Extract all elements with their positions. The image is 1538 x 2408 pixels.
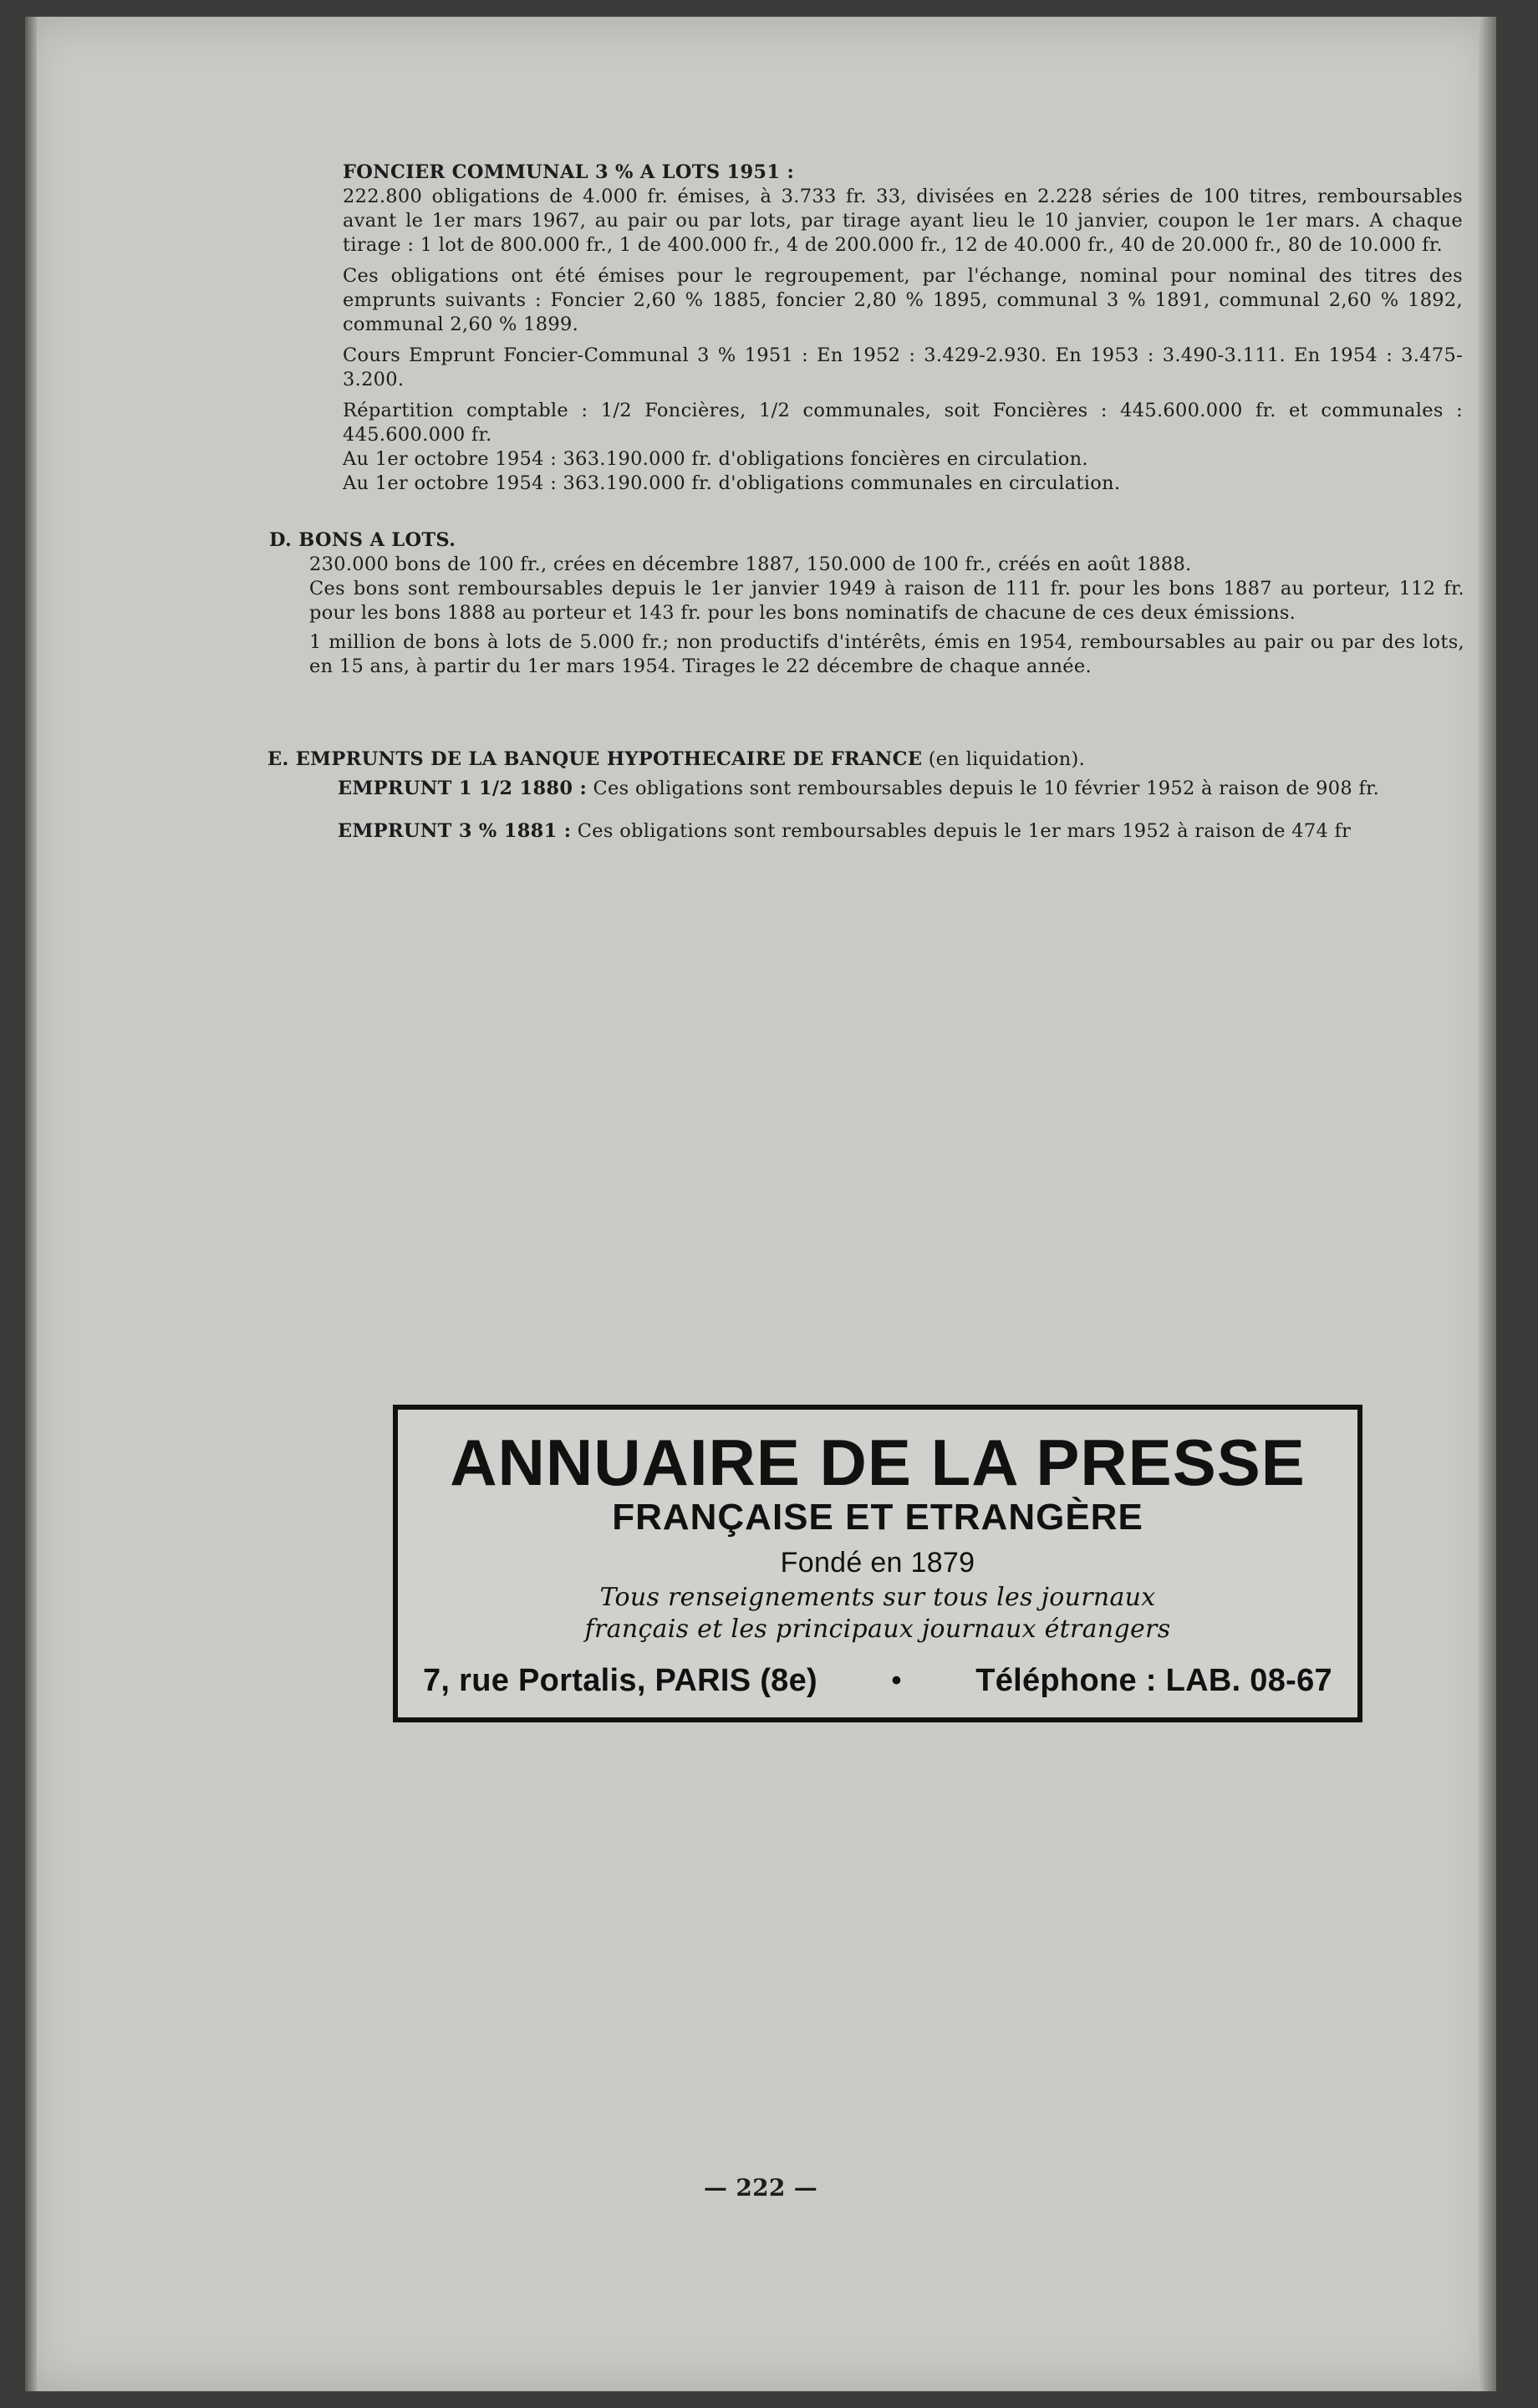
foncier-para-1: 222.800 obligations de 4.000 fr. émises, à 3.733 fr. 33, divisées en 2.228 séries de 100 titres, remboursables avant le 1er mars 1967, au pair ou par lots, par tirage ayant lieu le 10 janvier, coupon le 1er mars. A chaque tirage : 1 lot de 800.000 fr., 1 de 400.000 fr., 4 de 200.000 fr., 12 de 40.000 fr., 40 de 20.000 fr., 80 de 10.000 fr.: [343, 186, 1463, 256]
ad-title: ANNUAIRE DE LA PRESSE: [450, 1426, 1306, 1499]
emprunts-heading: E. EMPRUNTS DE LA BANQUE HYPOTHECAIRE DE FRANCE: [267, 748, 923, 770]
foncier-para-5: Au 1er octobre 1954 : 363.190.000 fr. d'obligations foncières en circulation.: [343, 448, 1088, 470]
advertisement-box: [393, 1405, 1362, 1722]
section-emprunts: [267, 747, 1464, 844]
bons-para-2: Ces bons sont remboursables depuis le 1er janvier 1949 à raison de 111 fr. pour les bons 1887 au porteur, 112 fr. pour les bons 1888 au porteur et 143 fr. pour les bons nominatifs de chacune de ces deux émissions.: [309, 578, 1464, 624]
bons-heading: D. BONS A LOTS.: [269, 529, 456, 551]
ad-phone: Téléphone : LAB. 08-67: [975, 1663, 1332, 1698]
ad-separator: •: [891, 1665, 902, 1696]
emprunts-heading-line: [267, 747, 1464, 772]
page-content: [25, 17, 1496, 2391]
ad-contact-row: [423, 1663, 1332, 1699]
ad-founded: Fondé en 1879: [780, 1547, 975, 1579]
ad-tagline-2: français et les principaux journaux étrangers: [584, 1615, 1171, 1644]
section-foncier: [309, 161, 1463, 496]
foncier-heading: FONCIER COMMUNAL 3 % A LOTS 1951 :: [343, 161, 795, 183]
section-bons: [269, 528, 1464, 679]
foncier-para-4: Répartition comptable : 1/2 Foncières, 1/2 communales, soit Foncières : 445.600.000 fr. et communales : 445.600.000 fr.: [343, 400, 1463, 446]
emprunt-1881-label: EMPRUNT 3 % 1881 :: [338, 820, 572, 842]
foncier-para-2: Ces obligations ont été émises pour le regroupement, par l'échange, nominal pour nominal des titres des emprunts suivants : Foncier 2,60 % 1885, foncier 2,80 % 1895, communal 3 % 1891, communal 2,60 % 1892, communal 2,60 % 1899.: [343, 265, 1463, 335]
emprunts-heading-suffix: (en liquidation).: [928, 748, 1086, 770]
bons-para-1: 230.000 bons de 100 fr., crées en décembre 1887, 150.000 de 100 fr., créés en août 1888.: [309, 554, 1192, 575]
emprunt-1881: [267, 819, 1464, 844]
ad-subtitle: FRANÇAISE ET ETRANGÈRE: [612, 1497, 1143, 1538]
foncier-para-6: Au 1er octobre 1954 : 363.190.000 fr. d'obligations communales en circulation.: [343, 472, 1121, 494]
emprunt-1880-label: EMPRUNT 1 1/2 1880 :: [338, 778, 588, 799]
emprunt-1880-text: Ces obligations sont remboursables depuis le 10 février 1952 à raison de 908 fr.: [593, 778, 1380, 799]
emprunt-1880: [267, 777, 1464, 801]
bons-para-3: 1 million de bons à lots de 5.000 fr.; non productifs d'intérêts, émis en 1954, remboursables au pair ou par des lots, en 15 ans, à partir du 1er mars 1954. Tirages le 22 décembre de chaque année.: [309, 631, 1464, 677]
ad-address: 7, rue Portalis, PARIS (8e): [423, 1663, 817, 1698]
page-number: — 222 —: [703, 2174, 818, 2201]
foncier-para-3: Cours Emprunt Foncier-Communal 3 % 1951 : En 1952 : 3.429-2.930. En 1953 : 3.490-3.111. En 1954 : 3.475-3.200.: [343, 344, 1463, 390]
emprunt-1881-text: Ces obligations sont remboursables depuis le 1er mars 1952 à raison de 474 fr: [577, 820, 1352, 842]
ad-tagline-1: Tous renseignements sur tous les journaux: [599, 1583, 1156, 1612]
document-page: [25, 17, 1496, 2391]
